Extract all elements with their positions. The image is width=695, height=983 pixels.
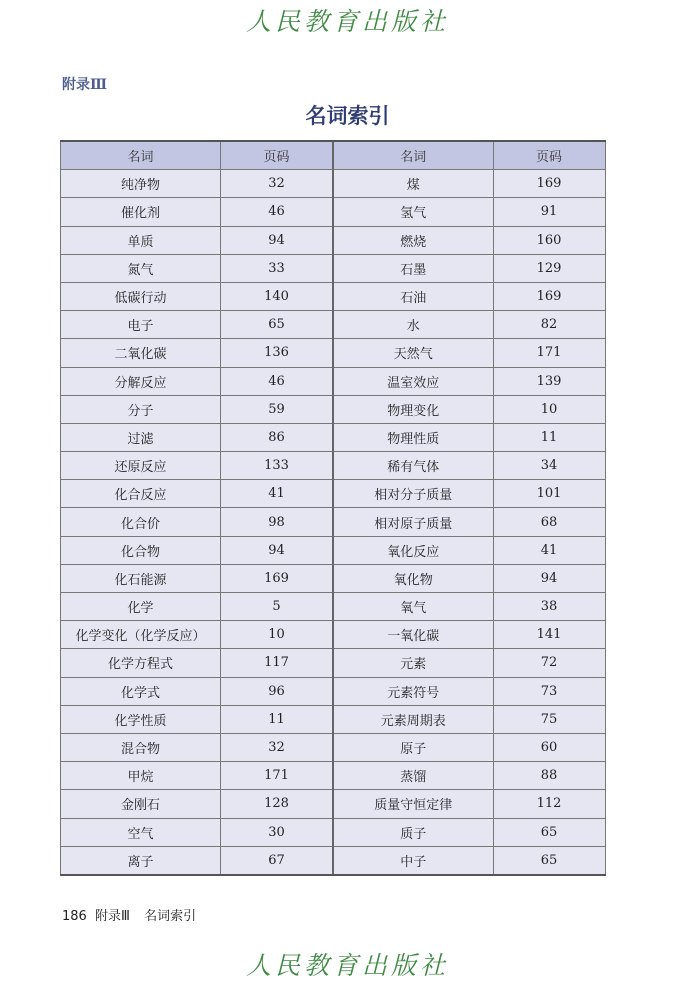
index-term: 化合价 [61, 508, 221, 536]
index-page-number: 5 [221, 593, 333, 621]
index-term: 煤 [333, 170, 493, 198]
index-term: 氮气 [61, 254, 221, 282]
column-header-page: 页码 [493, 141, 605, 170]
table-row [333, 649, 605, 677]
table-row [61, 395, 333, 423]
index-page-number: 11 [221, 705, 333, 733]
index-term: 石墨 [333, 254, 493, 282]
index-term: 元素周期表 [333, 705, 493, 733]
table-row [61, 818, 333, 846]
table-row [61, 677, 333, 705]
index-table-right [332, 140, 606, 876]
index-page-number: 65 [493, 818, 605, 846]
index-page-number: 46 [221, 367, 333, 395]
index-term: 混合物 [61, 733, 221, 761]
table-header-row [333, 141, 605, 170]
table-row [333, 621, 605, 649]
index-table-left-body [61, 170, 333, 875]
table-row [61, 649, 333, 677]
index-page-number: 72 [493, 649, 605, 677]
index-page-number: 65 [221, 311, 333, 339]
index-page-number: 67 [221, 846, 333, 875]
table-row [333, 564, 605, 592]
table-row [333, 677, 605, 705]
index-page-number: 38 [493, 593, 605, 621]
column-header-term: 名词 [61, 141, 221, 170]
table-row [333, 818, 605, 846]
index-term: 过滤 [61, 423, 221, 451]
index-page-number: 98 [221, 508, 333, 536]
table-row [333, 705, 605, 733]
index-page-number: 129 [493, 254, 605, 282]
table-row [333, 508, 605, 536]
table-row [61, 367, 333, 395]
table-row [61, 254, 333, 282]
table-row [61, 762, 333, 790]
index-term: 化合物 [61, 536, 221, 564]
table-row [333, 282, 605, 310]
index-page-number: 169 [493, 282, 605, 310]
index-term: 空气 [61, 818, 221, 846]
index-term: 分子 [61, 395, 221, 423]
table-row [61, 564, 333, 592]
index-term: 氢气 [333, 198, 493, 226]
index-page-number: 30 [221, 818, 333, 846]
index-page-number: 68 [493, 508, 605, 536]
index-page-number: 112 [493, 790, 605, 818]
index-page-number: 160 [493, 226, 605, 254]
table-row [61, 790, 333, 818]
index-page-number: 128 [221, 790, 333, 818]
index-page-number: 171 [493, 339, 605, 367]
index-page-number: 75 [493, 705, 605, 733]
table-row [333, 226, 605, 254]
index-term: 还原反应 [61, 452, 221, 480]
index-term: 物理性质 [333, 423, 493, 451]
table-row [333, 311, 605, 339]
table-row [61, 846, 333, 875]
page-number: 186 [62, 909, 87, 924]
index-term: 催化剂 [61, 198, 221, 226]
table-row [333, 367, 605, 395]
table-row [333, 536, 605, 564]
table-row [61, 452, 333, 480]
index-page-number: 171 [221, 762, 333, 790]
index-term: 金刚石 [61, 790, 221, 818]
index-page-number: 96 [221, 677, 333, 705]
index-term: 天然气 [333, 339, 493, 367]
index-term: 质量守恒定律 [333, 790, 493, 818]
table-row [333, 339, 605, 367]
index-page-number: 91 [493, 198, 605, 226]
page-footer [62, 905, 196, 924]
table-header-row [61, 141, 333, 170]
table-row [333, 452, 605, 480]
index-table-left [60, 140, 333, 876]
index-term: 相对分子质量 [333, 480, 493, 508]
table-row [61, 508, 333, 536]
index-page-number: 41 [221, 480, 333, 508]
index-page-number: 73 [493, 677, 605, 705]
table-row [333, 762, 605, 790]
index-term: 中子 [333, 846, 493, 875]
index-tables [60, 140, 604, 870]
index-term: 元素 [333, 649, 493, 677]
index-page-number: 60 [493, 733, 605, 761]
index-page-number: 32 [221, 170, 333, 198]
table-row [61, 170, 333, 198]
index-page-number: 46 [221, 198, 333, 226]
index-term: 化合反应 [61, 480, 221, 508]
index-page-number: 169 [221, 564, 333, 592]
index-term: 质子 [333, 818, 493, 846]
index-term: 电子 [61, 311, 221, 339]
index-term: 化学式 [61, 677, 221, 705]
index-page-number: 94 [221, 536, 333, 564]
table-row [333, 395, 605, 423]
index-page-number: 139 [493, 367, 605, 395]
index-term: 燃烧 [333, 226, 493, 254]
index-page-number: 136 [221, 339, 333, 367]
index-page-number: 11 [493, 423, 605, 451]
table-row [61, 423, 333, 451]
index-term: 稀有气体 [333, 452, 493, 480]
index-page-number: 10 [493, 395, 605, 423]
publisher-logo-top: 人民教育出版社 [245, 7, 449, 36]
index-table-right-body [333, 170, 605, 875]
index-term: 低碳行动 [61, 282, 221, 310]
table-row [333, 423, 605, 451]
index-page-number: 141 [493, 621, 605, 649]
table-row [61, 733, 333, 761]
publisher-logo-bottom: 人民教育出版社 [245, 951, 449, 980]
index-page-number: 33 [221, 254, 333, 282]
appendix-label: 附录Ⅲ [62, 77, 108, 93]
index-term: 相对原子质量 [333, 508, 493, 536]
table-row [61, 198, 333, 226]
index-term: 蒸馏 [333, 762, 493, 790]
table-row [333, 733, 605, 761]
index-page-number: 140 [221, 282, 333, 310]
table-row [333, 593, 605, 621]
index-term: 化学性质 [61, 705, 221, 733]
table-row [61, 226, 333, 254]
index-page-number: 117 [221, 649, 333, 677]
index-page-number: 94 [493, 564, 605, 592]
table-row [61, 339, 333, 367]
table-row [61, 282, 333, 310]
table-row [61, 536, 333, 564]
index-term: 氧化反应 [333, 536, 493, 564]
table-row [61, 311, 333, 339]
table-row [333, 846, 605, 875]
index-term: 化石能源 [61, 564, 221, 592]
index-term: 单质 [61, 226, 221, 254]
index-term: 氧化物 [333, 564, 493, 592]
index-page-number: 88 [493, 762, 605, 790]
table-row [333, 790, 605, 818]
column-header-term: 名词 [333, 141, 493, 170]
table-row [333, 480, 605, 508]
index-page-number: 32 [221, 733, 333, 761]
index-term: 水 [333, 311, 493, 339]
index-term: 二氧化碳 [61, 339, 221, 367]
index-term: 温室效应 [333, 367, 493, 395]
index-page-number: 86 [221, 423, 333, 451]
table-row [61, 593, 333, 621]
index-term: 化学 [61, 593, 221, 621]
index-page-number: 101 [493, 480, 605, 508]
index-page-number: 41 [493, 536, 605, 564]
table-row [333, 198, 605, 226]
table-row [61, 480, 333, 508]
table-row [333, 254, 605, 282]
index-page-number: 94 [221, 226, 333, 254]
index-term: 纯净物 [61, 170, 221, 198]
index-term: 分解反应 [61, 367, 221, 395]
index-term: 石油 [333, 282, 493, 310]
footer-section-title: 名词索引 [144, 909, 197, 924]
table-row [333, 170, 605, 198]
index-page-number: 65 [493, 846, 605, 875]
footer-section: 附录Ⅲ [94, 909, 130, 924]
table-row [61, 705, 333, 733]
index-page-number: 133 [221, 452, 333, 480]
index-term: 一氧化碳 [333, 621, 493, 649]
index-term: 物理变化 [333, 395, 493, 423]
page-title: 名词索引 [305, 103, 390, 128]
index-term: 化学方程式 [61, 649, 221, 677]
index-term: 元素符号 [333, 677, 493, 705]
index-term: 化学变化（化学反应） [61, 621, 221, 649]
column-header-page: 页码 [221, 141, 333, 170]
table-row [61, 621, 333, 649]
index-page-number: 10 [221, 621, 333, 649]
index-term: 离子 [61, 846, 221, 875]
index-page-number: 169 [493, 170, 605, 198]
index-term: 甲烷 [61, 762, 221, 790]
index-term: 原子 [333, 733, 493, 761]
index-term: 氧气 [333, 593, 493, 621]
index-page-number: 34 [493, 452, 605, 480]
index-page-number: 59 [221, 395, 333, 423]
index-page-number: 82 [493, 311, 605, 339]
